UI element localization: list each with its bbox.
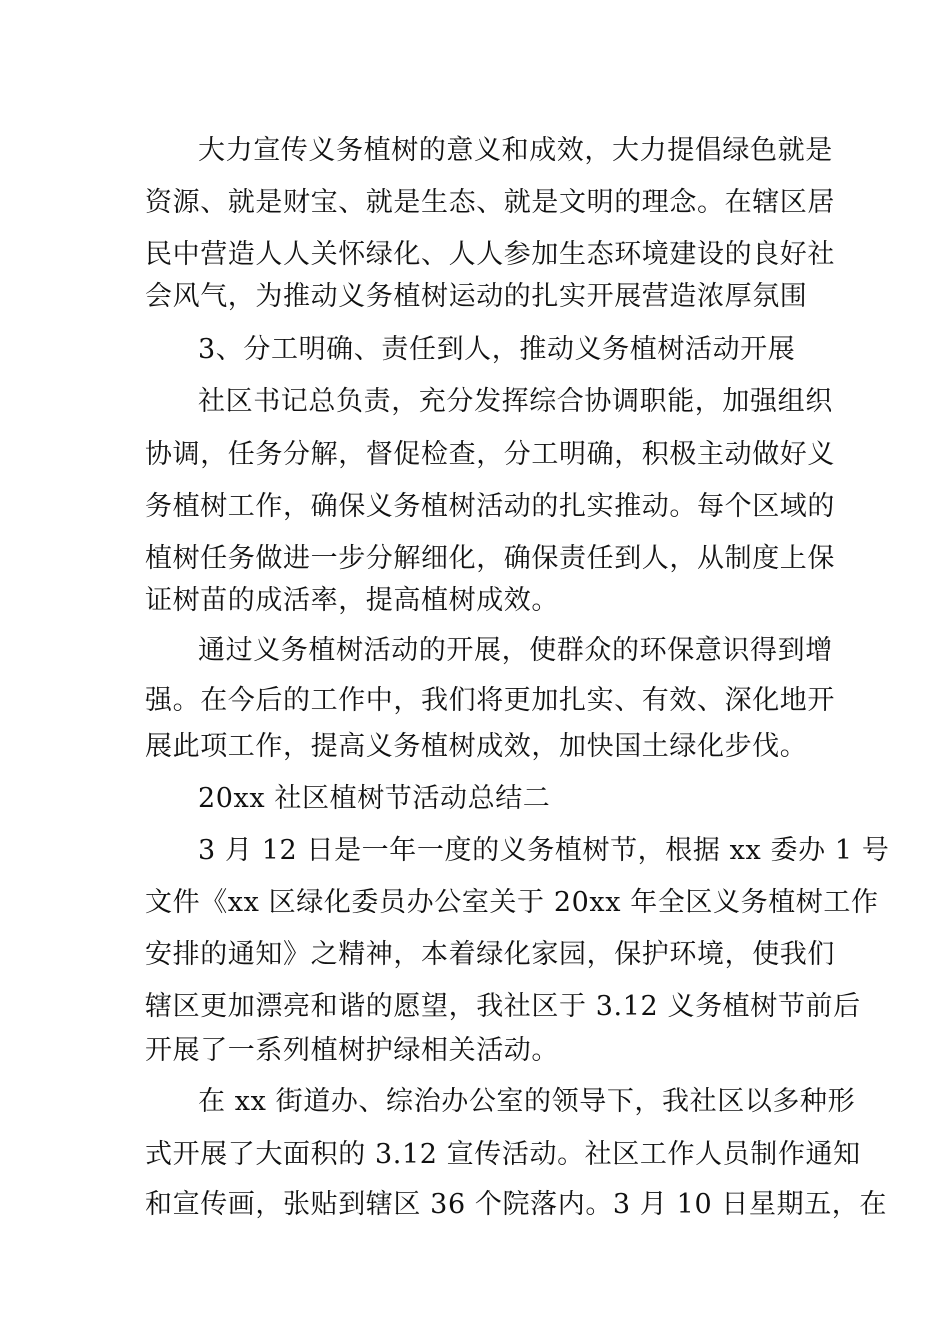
- paragraph-line: 和宣传画，张贴到辖区 36 个院落内。3 月 10 日星期五，在: [145, 1189, 888, 1220]
- paragraph-line: 强。在今后的工作中，我们将更加扎实、有效、深化地开: [145, 685, 835, 716]
- paragraph-line: 通过义务植树活动的开展，使群众的环保意识得到增: [198, 635, 833, 666]
- paragraph-line: 务植树工作，确保义务植树活动的扎实推动。每个区域的: [145, 491, 835, 522]
- paragraph-line: 社区书记总负责，充分发挥综合协调职能，加强组织: [198, 386, 833, 417]
- paragraph-line: 资源、就是财宝、就是生态、就是文明的理念。在辖区居: [145, 187, 835, 218]
- paragraph-line: 式开展了大面积的 3.12 宣传活动。社区工作人员制作通知: [145, 1139, 861, 1170]
- paragraph-line: 在 xx 街道办、综治办公室的领导下，我社区以多种形: [198, 1086, 856, 1117]
- paragraph-line: 民中营造人人关怀绿化、人人参加生态环境建设的良好社: [145, 239, 835, 270]
- paragraph-line: 协调，任务分解，督促检查，分工明确，积极主动做好义: [145, 439, 835, 470]
- paragraph-line: 辖区更加漂亮和谐的愿望，我社区于 3.12 义务植树节前后: [145, 991, 861, 1022]
- paragraph-line: 3 月 12 日是一年一度的义务植树节，根据 xx 委办 1 号: [198, 835, 890, 866]
- paragraph-line: 展此项工作，提高义务植树成效，加快国土绿化步伐。: [145, 731, 808, 762]
- paragraph-line: 植树任务做进一步分解细化，确保责任到人，从制度上保: [145, 543, 835, 574]
- section-heading: 20xx 社区植树节活动总结二: [198, 783, 551, 814]
- paragraph-line: 安排的通知》之精神，本着绿化家园，保护环境，使我们: [145, 939, 835, 970]
- paragraph-line: 开展了一系列植树护绿相关活动。: [145, 1035, 559, 1066]
- section-heading: 3、分工明确、责任到人，推动义务植树活动开展: [198, 334, 796, 365]
- paragraph-line: 大力宣传义务植树的意义和成效，大力提倡绿色就是: [198, 135, 833, 166]
- paragraph-line: 文件《xx 区绿化委员办公室关于 20xx 年全区义务植树工作: [145, 887, 879, 918]
- paragraph-line: 会风气，为推动义务植树运动的扎实开展营造浓厚氛围: [145, 281, 808, 312]
- paragraph-line: 证树苗的成活率，提高植树成效。: [145, 585, 559, 616]
